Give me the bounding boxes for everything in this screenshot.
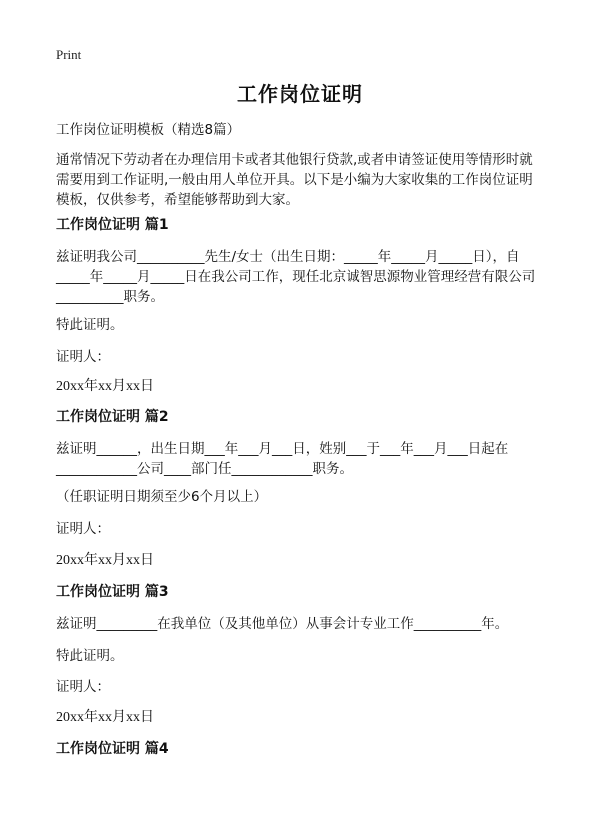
intro-paragraph <box>56 150 548 210</box>
section2-body-line: 兹证明______，出生日期___年___月___日，姓别___于___年___月___日起在 <box>56 441 509 457</box>
section1-body-line: _____年_____月_____日在我公司工作，现任北京诚智思源物业管理经营有限公司 <box>56 269 536 285</box>
section1-certifier: 证明人： <box>56 349 110 365</box>
section2-heading: 工作岗位证明 篇2 <box>56 409 169 425</box>
section1-heading: 工作岗位证明 篇1 <box>56 217 169 233</box>
section3-certifier: 证明人： <box>56 679 110 695</box>
section3-body: 兹证明_________在我单位（及其他单位）从事会计专业工作__________年。 <box>56 616 509 632</box>
section2-date: 20xx年xx月xx日 <box>56 553 154 568</box>
section3-heading: 工作岗位证明 篇3 <box>56 584 169 600</box>
section3-date: 20xx年xx月xx日 <box>56 710 154 725</box>
document-title: 工作岗位证明 <box>237 82 363 106</box>
section2-body-line: ____________公司____部门任____________职务。 <box>56 461 353 477</box>
section2-body <box>56 439 548 479</box>
section3-closing: 特此证明。 <box>56 648 124 664</box>
print-link[interactable]: Print <box>56 47 82 62</box>
section1-body-line: 兹证明我公司__________先生/女士（出生日期：_____年_____月_____日），自 <box>56 249 520 265</box>
section2-certifier: 证明人： <box>56 521 110 537</box>
intro-line: 通常情况下劳动者在办理信用卡或者其他银行贷款,或者申请签证使用等情形时就 <box>56 152 533 168</box>
section1-body <box>56 247 548 307</box>
section1-closing: 特此证明。 <box>56 317 124 333</box>
section2-note: （任职证明日期须至少6个月以上） <box>56 489 268 505</box>
section1-body-line: __________职务。 <box>56 289 164 305</box>
intro-line: 模板，仅供参考，希望能够帮助到大家。 <box>56 192 299 208</box>
section1-date: 20xx年xx月xx日 <box>56 379 154 394</box>
document-subtitle: 工作岗位证明模板（精选8篇） <box>56 122 241 138</box>
section4-heading: 工作岗位证明 篇4 <box>56 741 169 757</box>
intro-line: 需要用到工作证明,一般由用人单位开具。以下是小编为大家收集的工作岗位证明 <box>56 172 533 188</box>
